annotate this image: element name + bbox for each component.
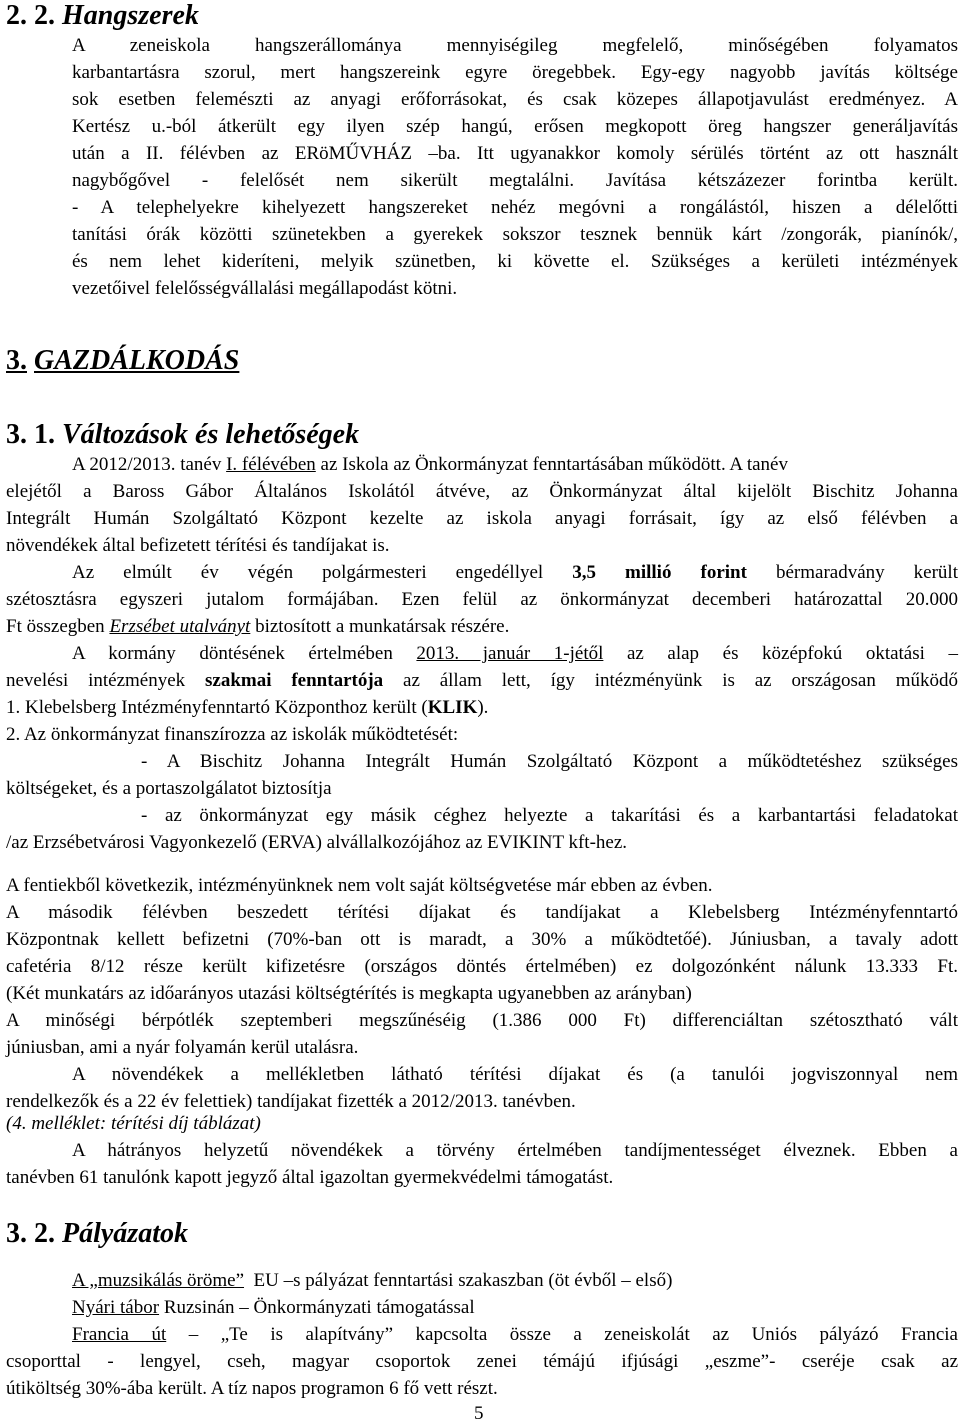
section-heading-2-2	[6, 0, 199, 32]
paragraph-line: (4. melléklet: térítési díj táblázat)	[6, 1113, 261, 1134]
paragraph-line: rendelkezők és a 22 év felettiek) tandíjakat fizették a 2012/2013. tanévben.	[6, 1091, 576, 1112]
paragraph-line: szétosztásra egyszeri jutalom formájában. Ezen felül az önkormányzat decemberi határozattal 20.000	[6, 589, 958, 610]
page-number: 5	[474, 1403, 484, 1424]
section-heading-3	[6, 345, 239, 377]
paragraph-line	[6, 614, 509, 639]
text-run: Ft összegben	[6, 616, 110, 637]
paragraph-line: A hátrányos helyzetű növendékek a törvény értelmében tandíjmentességet élveznek. Ebben a	[72, 1140, 958, 1161]
text-run: biztosított a munkatársak részére.	[250, 616, 510, 637]
text-run: 1. Klebelsberg Intézményfenntartó Központhoz került (	[6, 697, 428, 718]
text-run: nevelési intézmények	[6, 670, 206, 691]
text-run: EU –s pályázat fenntartási szakaszban (öt évből – első)	[244, 1270, 673, 1291]
paragraph-line: - A telephelyekre kihelyezett hangszereket nehéz megóvni a rongálástól, hiszen a délelőtti	[72, 197, 958, 218]
paragraph-line: - az önkormányzat egy másik céghez helyezte a takarítási és a karbantartási feladatokat	[141, 805, 958, 826]
paragraph-line	[72, 1295, 475, 1320]
text-run: ).	[477, 697, 489, 718]
paragraph-line: - A Bischitz Johanna Integrált Humán Szolgáltató Központ a működtetéshez szükséges	[141, 751, 958, 772]
underlined-text: I. félévében	[226, 454, 316, 475]
paragraph-line: növendékek által befizetett térítési és tandíjakat is.	[6, 535, 390, 556]
section-number: 3.	[6, 345, 27, 376]
section-number: 3. 1.	[6, 419, 55, 450]
section-title: Változások és lehetőségek	[62, 419, 360, 450]
text-run: A 2012/2013. tanév	[72, 454, 227, 475]
bold-text: 3,5 millió forint	[572, 562, 747, 583]
paragraph-line: költségeket, és a portaszolgálatot biztosítja	[6, 778, 332, 799]
paragraph-line: után a II. félévben az ERöMŰVHÁZ –ba. Itt ugyanakkor komoly sérülés történt az ott használt	[72, 143, 958, 164]
section-number: 3. 2.	[6, 1218, 55, 1249]
bold-text: szakmai fenntartója	[205, 670, 384, 691]
paragraph-line	[72, 1268, 672, 1293]
underlined-text: Nyári tábor	[72, 1297, 160, 1318]
paragraph-line: nagybőgővel - felelősét nem sikerült megtalálni. Javítása kétszázezer forintba került.	[72, 170, 958, 191]
paragraph-line	[72, 452, 788, 477]
text-run: az alap és középfokú oktatási –	[603, 643, 958, 664]
paragraph-line	[6, 668, 958, 693]
underlined-text: Francia út	[72, 1324, 167, 1345]
text-run: Ruzsinán – Önkormányzati támogatással	[159, 1297, 475, 1318]
text-run: Az elmúlt év végén polgármesteri engedéllyel	[72, 562, 573, 583]
text-run: – „Te is alapítvány” kapcsolta össze a zeneiskolát az Uniós pályázó Francia	[166, 1324, 958, 1345]
paragraph-line: tanévben 61 tanulónk kapott jegyző által igazoltan gyermekvédelmi támogatást.	[6, 1167, 614, 1188]
paragraph-line: sok esetben felemészti az anyagi erőforrásokat, és csak közepes állapotjavulást eredményez. A	[72, 89, 958, 110]
paragraph-line: Központnak kellett befizetni (70%-ban ott is maradt, a 30% a működtetőé). Júniusban, a tavaly adott	[6, 929, 958, 950]
paragraph-line: A fentiekből következik, intézményünknek nem volt saját költségvetése már ebben az évben.	[6, 875, 713, 896]
section-title: Pályázatok	[62, 1218, 188, 1249]
paragraph-line: A második félévben beszedett térítési díjakat és tandíjakat a Klebelsberg Intézményfenntartó	[6, 902, 958, 923]
section-heading-3-1	[6, 419, 359, 451]
text-run: A kormány döntésének értelmében	[72, 643, 417, 664]
paragraph-line: csoporttal - lengyel, cseh, magyar csoportok zenei témájú ifjúsági „eszme”- cseréje csak az	[6, 1351, 958, 1372]
paragraph-line: karbantartásra szorul, mert hangszereink egyre öregebbek. Egy-egy nagyobb javítás költsége	[72, 62, 958, 83]
bold-text: KLIK	[427, 697, 478, 718]
paragraph-line	[72, 641, 958, 666]
italic-underlined-text: Erzsébet utalványt	[109, 616, 251, 637]
paragraph-line	[72, 560, 958, 585]
paragraph-line: útiköltség 30%-ába került. A tíz napos programon 6 fő vett részt.	[6, 1378, 498, 1399]
paragraph-line: elejétől a Baross Gábor Általános Iskolától átvéve, az Önkormányzat által kijelölt Bischitz Johanna	[6, 481, 958, 502]
paragraph-line: /az Erzsébetvárosi Vagyonkezelő (ERVA) alvállalkozójához az EVIKINT kft-hez.	[6, 832, 628, 853]
paragraph-line	[6, 695, 488, 720]
text-run: az állam lett, így intézményünk is az országosan működő	[383, 670, 958, 691]
paragraph-line: júniusban, ami a nyár folyamán kerül utalásra.	[6, 1037, 359, 1058]
section-heading-3-2	[6, 1218, 188, 1250]
paragraph-line: vezetőivel felelősségvállalási megállapodást kötni.	[72, 278, 458, 299]
paragraph-line: Integrált Humán Szolgáltató Központ kezelte az iskola anyagi forrásait, így az első félévben a	[6, 508, 958, 529]
paragraph-line: Kertész u.-ból átkerült egy ilyen szép hangú, erősen megkopott öreg hangszer generáljavítás	[72, 116, 958, 137]
paragraph-line: cafetéria 8/12 része került kifizetésre (országos döntés értelmében) ez dolgozónként nálunk 13.333 Ft.	[6, 956, 958, 977]
paragraph-line: és nem lehet kideríteni, melyik szünetben, ki követte el. Szükséges a kerületi intézmények	[72, 251, 958, 272]
underlined-text: 2013. január 1-jétől	[416, 643, 604, 664]
paragraph-line: A zeneiskola hangszerállománya mennyiségileg megfelelő, minőségében folyamatos	[72, 35, 958, 56]
text-run: bérmaradvány került	[746, 562, 958, 583]
paragraph-line	[72, 1322, 958, 1347]
paragraph-line: tanítási órák közötti szünetekben a gyerekek sokszor tesznek bennük kárt /zongorák, pianínók/,	[72, 224, 958, 245]
paragraph-line: 2. Az önkormányzat finanszírozza az iskolák működtetését:	[6, 724, 459, 745]
underlined-text: A „muzsikálás öröme”	[72, 1270, 245, 1291]
section-title: GAZDÁLKODÁS	[34, 345, 240, 376]
paragraph-line: A növendékek a mellékletben látható térítési díjakat és (a tanulói jogviszonnyal nem	[72, 1064, 958, 1085]
paragraph-line: (Két munkatárs az időarányos utazási költségtérítés is megkapta ugyanebben az arányban)	[6, 983, 692, 1004]
section-number: 2. 2.	[6, 0, 55, 31]
text-run: az Iskola az Önkormányzat fenntartásában működött. A tanév	[315, 454, 788, 475]
section-title: Hangszerek	[62, 0, 199, 31]
paragraph-line: A minőségi bérpótlék szeptemberi megszűnéséig (1.386 000 Ft) differenciáltan szétosztható vált	[6, 1010, 958, 1031]
